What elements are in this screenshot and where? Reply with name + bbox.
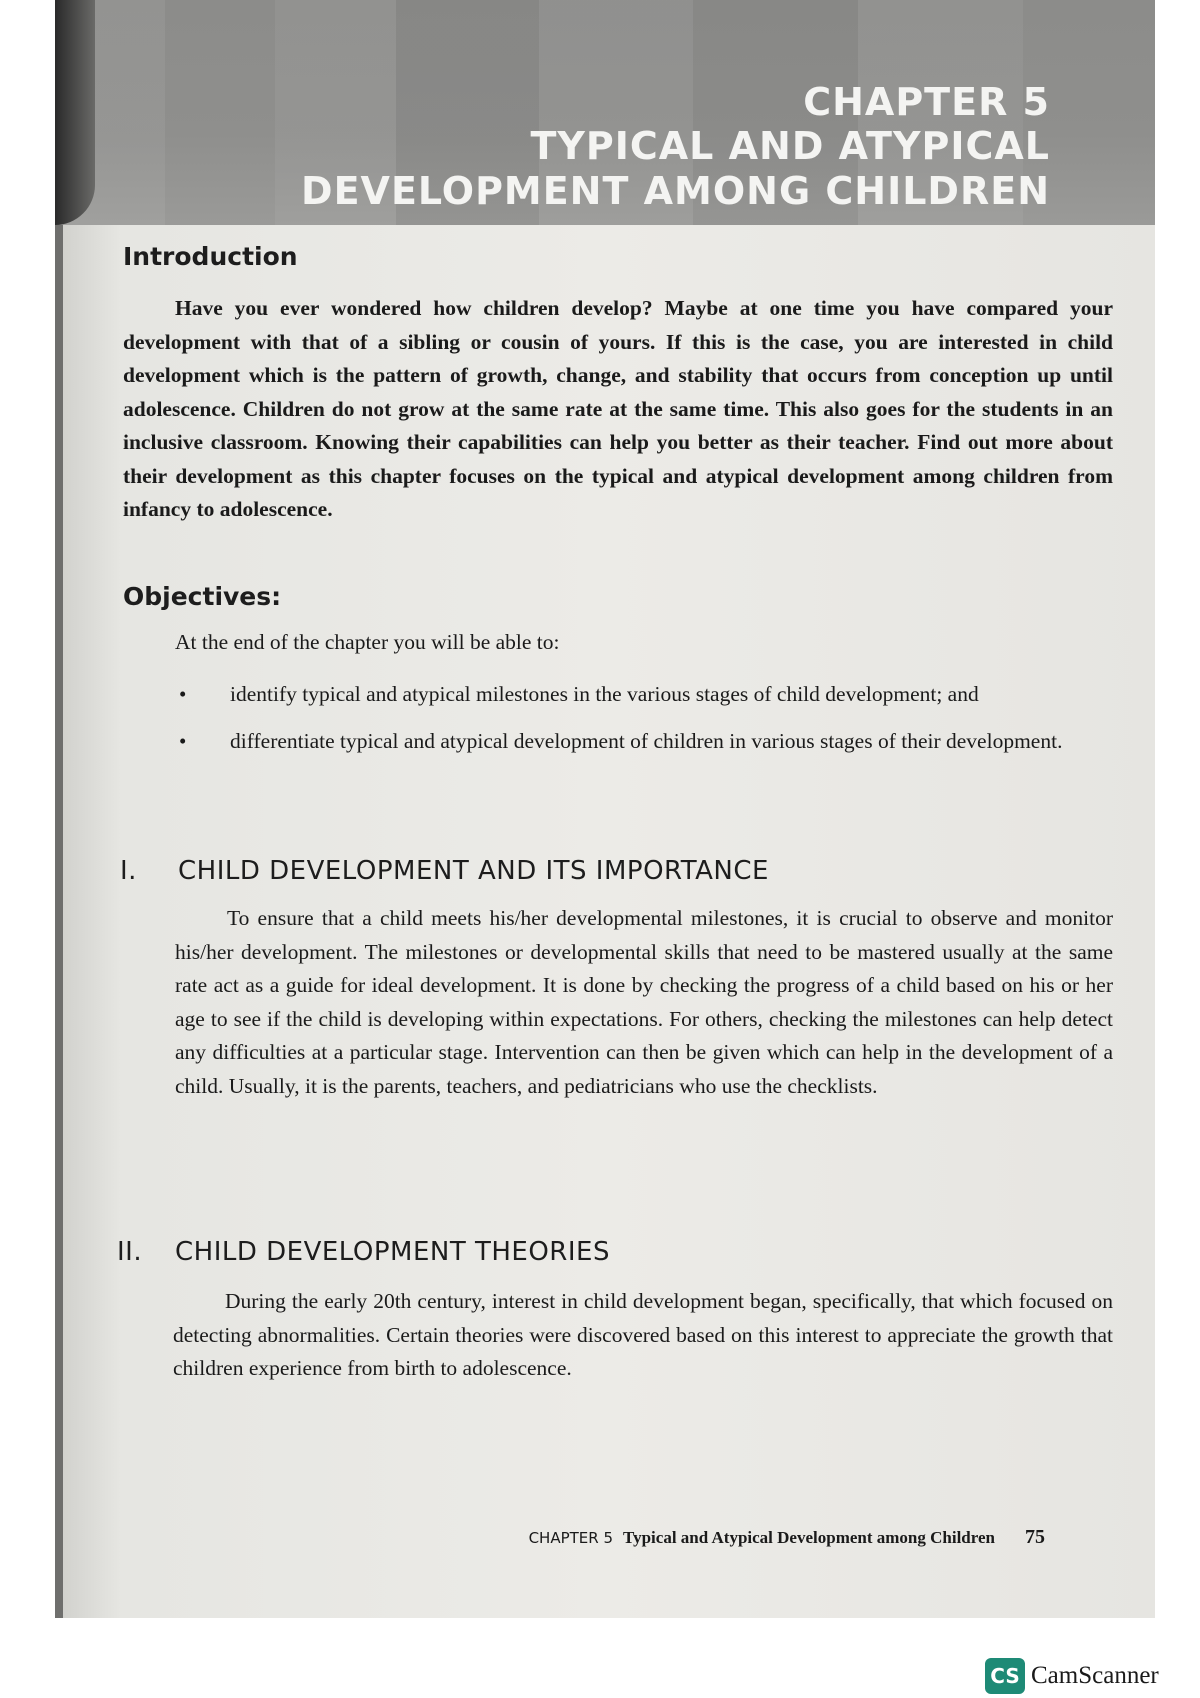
section-1-number: I. [120,856,137,886]
section-2-paragraph: During the early 20th century, interest in child development began, specifically, that which focused on detecting abnormalities. Certain theories were discovered based on this interest to appreciate the growth that children experience from birth to adolescence. [173,1289,1113,1380]
banner-shadow [55,0,95,225]
objectives-lead: At the end of the chapter you will be able to: [175,630,560,654]
page-footer [529,1526,1045,1549]
chapter-title-line-1: TYPICAL AND ATYPICAL [530,124,1050,168]
list-item [175,678,1113,711]
section-2-heading [117,1237,610,1267]
page-number: 75 [1025,1526,1045,1548]
camscanner-logo-icon: CS [985,1658,1025,1694]
objectives-heading: Objectives: [123,582,282,611]
list-item [175,725,1113,758]
objectives-list [175,678,1113,772]
scan-margin [0,0,55,1620]
introduction-paragraph: Have you ever wondered how children develop? Maybe at one time you have compared your development with that of a sibling or cousin of yours. If this is the case, you are interested in child development which is the pattern of growth, change, and stability that occurs from conception up until adolescence. Children do not grow at the same rate at the same time. This also goes for the students in an inclusive classroom. Knowing their capabilities can help you better as their teacher. Find out more about their development as this chapter focuses on the typical and atypical development among children from infancy to adolescence. [123,296,1113,521]
section-1-heading [120,856,769,886]
bullet-icon: • [179,682,187,706]
camscanner-text: CamScanner [1031,1662,1159,1689]
objective-text: differentiate typical and atypical development of children in various stages of their development. [230,729,1063,753]
section-1-paragraph: To ensure that a child meets his/her developmental milestones, it is crucial to observe and monitor his/her development. The milestones or developmental skills that need to be mastered usually at the same rate act as a guide for ideal development. It is done by checking the progress of a child based on his or her age to see if the child is developing within expectations. For others, checking the milestones can help detect any difficulties at a particular stage. Intervention can then be given which can help in the development of a child. Usually, it is the parents, teachers, and pediatricians who use the checklists. [175,906,1113,1098]
objective-text: identify typical and atypical milestones in the various stages of child development; and [230,682,979,706]
book-page [55,0,1155,1618]
section-1-title: CHILD DEVELOPMENT AND ITS IMPORTANCE [178,856,769,886]
footer-title: Typical and Atypical Development among Children [623,1528,995,1547]
footer-chapter: CHAPTER 5 [528,1529,614,1547]
section-2-title: CHILD DEVELOPMENT THEORIES [175,1237,610,1267]
chapter-banner [55,0,1155,225]
chapter-title-line-2: DEVELOPMENT AMONG CHILDREN [301,169,1050,213]
bullet-icon: • [179,729,187,753]
section-2-number: II. [117,1237,143,1267]
introduction-heading: Introduction [123,242,298,271]
camscanner-watermark [985,1658,1159,1694]
chapter-title [301,80,1050,214]
chapter-number: CHAPTER 5 [803,80,1050,124]
